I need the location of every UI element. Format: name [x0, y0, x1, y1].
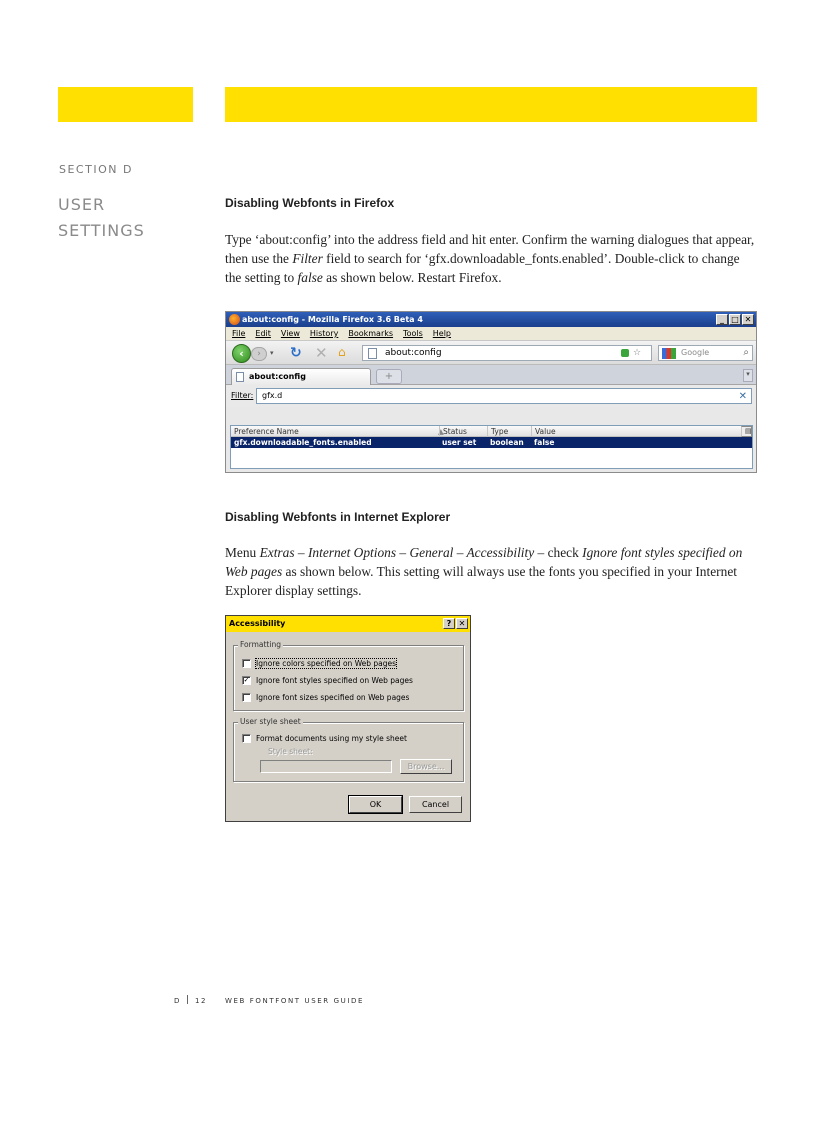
help-icon[interactable]: ?: [443, 618, 455, 629]
tab-label: about:config: [249, 372, 306, 381]
firefox-para-filter: Filter: [292, 251, 323, 266]
bookmark-star-icon[interactable]: ☆: [633, 348, 642, 358]
filter-bar: [226, 385, 756, 407]
search-placeholder: Google: [681, 348, 710, 357]
dialog-title: Accessibility: [229, 619, 286, 628]
footer-page-letter: D: [174, 997, 181, 1005]
footer-page-number: 12: [195, 997, 208, 1005]
firefox-para-1: Type ‘about:config’ into the address field and hit enter. Confirm the warning dialogues that appear, then use the: [225, 232, 755, 266]
column-value[interactable]: Value: [531, 426, 743, 437]
checkbox-ignore-font-styles[interactable]: ✓: [243, 675, 250, 684]
tab-about-config[interactable]: [231, 368, 371, 385]
minimize-icon[interactable]: _: [716, 314, 728, 325]
firefox-para-2: field to search for ‘gfx.downloadable_fonts.enabled’. Double-click to change the setting to: [225, 251, 740, 285]
ie-para-option: Ignore font styles specified on Web pages: [225, 545, 743, 579]
sort-icon: ▲: [438, 427, 444, 436]
header-accent-bar-main: [225, 87, 757, 122]
search-box[interactable]: [658, 345, 753, 361]
window-controls: [716, 314, 754, 325]
ie-para-1: Menu: [225, 545, 260, 560]
formatting-group-label: Formatting: [240, 640, 281, 649]
addon-icon: [621, 349, 629, 357]
history-dropdown-icon[interactable]: ▾: [270, 349, 274, 357]
column-preference-name[interactable]: Preference Name: [234, 427, 299, 436]
ok-button[interactable]: OK: [349, 796, 402, 813]
menu-edit[interactable]: Edit: [255, 329, 271, 338]
dialog-controls: [443, 618, 468, 629]
firefox-para-3: as shown below. Restart Firefox.: [322, 270, 502, 285]
firefox-paragraph: [225, 230, 757, 287]
firefox-heading: Disabling Webfonts in Firefox: [225, 196, 395, 210]
section-label: SECTION D: [59, 163, 133, 176]
menu-file[interactable]: File: [232, 329, 246, 338]
ie-para-2: – check: [534, 545, 583, 560]
filter-label: Filter:: [231, 391, 254, 400]
column-picker-icon[interactable]: ▤: [741, 426, 752, 437]
section-title: [58, 192, 145, 244]
forward-icon[interactable]: ›: [251, 347, 267, 361]
user-style-sheet-group-label: User style sheet: [240, 717, 301, 726]
stop-icon[interactable]: ✕: [315, 344, 328, 362]
option-format-documents-label: Format documents using my style sheet: [256, 733, 407, 743]
firefox-para-false: false: [297, 270, 323, 285]
column-type[interactable]: Type: [487, 426, 531, 437]
user-style-sheet-group: [233, 717, 464, 782]
address-bar[interactable]: [362, 345, 652, 361]
menu-bookmarks[interactable]: Bookmarks: [348, 329, 394, 338]
firefox-menu-bar: [226, 327, 756, 341]
new-tab-button[interactable]: +: [376, 369, 402, 384]
ie-para-path: Extras – Internet Options – General – Accessibility: [259, 545, 535, 560]
firefox-nav-bar: [226, 341, 756, 365]
option-ignore-font-sizes[interactable]: [242, 692, 409, 702]
header-accent-bar-left: [58, 87, 193, 122]
maximize-icon[interactable]: □: [729, 314, 741, 325]
option-ignore-font-styles[interactable]: [242, 675, 413, 685]
menu-help[interactable]: Help: [432, 329, 452, 338]
cancel-button[interactable]: Cancel: [409, 796, 462, 813]
row-preference-name: gfx.downloadable_fonts.enabled: [234, 438, 372, 447]
option-format-documents[interactable]: [242, 733, 407, 743]
address-bar-value: about:config: [385, 348, 442, 358]
accessibility-dialog: [225, 615, 471, 822]
browse-button: Browse...: [400, 759, 452, 774]
google-icon: [662, 348, 676, 359]
footer-title: WEB FONTFONT USER GUIDE: [225, 997, 364, 1005]
preferences-table: [230, 425, 753, 469]
page-icon: [368, 348, 377, 359]
section-title-line2: SETTINGS: [58, 221, 145, 240]
table-header: [231, 426, 752, 437]
dialog-title-bar: [226, 616, 470, 632]
row-value: false: [534, 438, 555, 447]
option-ignore-colors[interactable]: [242, 658, 396, 668]
back-icon[interactable]: ‹: [232, 344, 251, 363]
close-icon[interactable]: ✕: [742, 314, 754, 325]
firefox-screenshot: [225, 311, 757, 473]
ie-heading: Disabling Webfonts in Internet Explorer: [225, 510, 451, 524]
checkbox-ignore-colors[interactable]: [242, 659, 251, 668]
option-ignore-colors-label: Ignore colors specified on Web pages: [256, 658, 397, 668]
option-ignore-font-sizes-label: Ignore font sizes specified on Web pages: [256, 692, 410, 702]
filter-input[interactable]: [256, 388, 752, 404]
row-type: boolean: [490, 438, 524, 447]
firefox-logo-icon: [229, 314, 240, 325]
ie-paragraph: [225, 543, 757, 600]
search-icon[interactable]: ⌕: [743, 347, 749, 358]
menu-history[interactable]: History: [309, 329, 339, 338]
style-sheet-field-label: Style sheet:: [268, 747, 313, 756]
column-status[interactable]: Status: [439, 426, 489, 437]
filter-input-value: gfx.d: [262, 391, 283, 400]
home-icon[interactable]: ⌂: [338, 345, 346, 359]
option-ignore-font-styles-label: Ignore font styles specified on Web pages: [256, 675, 413, 685]
ie-para-3: as shown below. This setting will always use the fonts you specified in your Internet Explorer display settings.: [225, 564, 737, 598]
tab-page-icon: [236, 372, 244, 382]
row-status: user set: [442, 438, 477, 447]
tab-list-icon[interactable]: ▾: [743, 369, 753, 382]
dialog-close-icon[interactable]: ✕: [456, 618, 468, 629]
firefox-title-bar: [226, 312, 756, 327]
menu-view[interactable]: View: [280, 329, 300, 338]
footer-separator: |: [186, 995, 191, 1005]
section-title-line1: USER: [58, 195, 106, 214]
firefox-window-title: about:config - Mozilla Firefox 3.6 Beta 4: [242, 315, 423, 324]
checkbox-format-documents[interactable]: [242, 734, 251, 743]
style-sheet-input: [260, 760, 392, 773]
table-row[interactable]: [231, 437, 752, 448]
clear-filter-icon[interactable]: ✕: [738, 391, 747, 402]
menu-tools[interactable]: Tools: [403, 329, 423, 338]
checkbox-ignore-font-sizes[interactable]: [242, 693, 251, 702]
reload-icon[interactable]: ↻: [290, 345, 302, 361]
firefox-tab-strip: [226, 365, 756, 385]
formatting-group: [233, 640, 464, 711]
